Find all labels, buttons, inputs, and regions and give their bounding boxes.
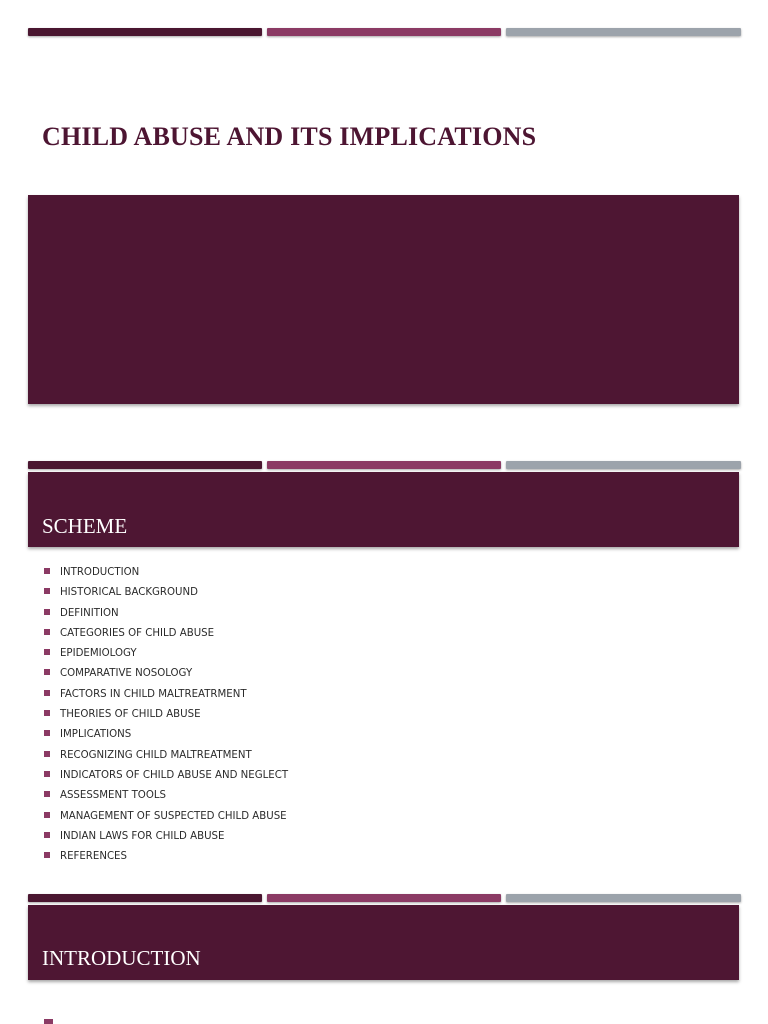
dark-accent-bar [28,28,262,36]
bullet-icon [44,791,50,797]
agenda-item [44,668,288,688]
agenda-item [44,608,288,628]
magenta-accent-bar [267,28,501,36]
agenda-item [44,790,288,810]
agenda-item [44,811,288,831]
slide-title: CHILD ABUSE AND ITS IMPLICATIONS [42,122,537,151]
section-title-introduction: INTRODUCTION [42,946,201,970]
agenda-item [44,628,288,648]
agenda-item-label: CATEGORIES OF CHILD ABUSE [60,627,215,639]
bullet-icon [44,751,50,757]
agenda-item [44,770,288,790]
agenda-item-label: COMPARATIVE NOSOLOGY [60,668,193,680]
agenda-item [44,567,288,587]
agenda-item-label: INTRODUCTION [60,567,140,578]
agenda-item-label: INDICATORS OF CHILD ABUSE AND NEGLECT [60,769,289,781]
agenda-item [44,750,288,770]
agenda-item-label: HISTORICAL BACKGROUND [60,587,198,599]
bullet-icon [44,1019,53,1024]
bullet-icon [44,771,50,777]
agenda-item-label: MANAGEMENT OF SUSPECTED CHILD ABUSE [60,810,287,822]
agenda-item [44,709,288,729]
section-title-scheme: SCHEME [42,514,128,538]
title-banner [28,195,739,404]
bullet-icon [44,730,50,736]
bullet-icon [44,669,50,675]
agenda-item-label: THEORIES OF CHILD ABUSE [60,709,201,721]
bullet-icon [44,710,50,716]
agenda-item-label: IMPLICATIONS [60,729,132,741]
bullet-icon [44,609,50,615]
decorative-bars-slide3 [28,894,741,902]
gray-accent-bar [506,28,741,36]
section-header-banner [28,472,739,547]
bullet-icon [44,690,50,696]
agenda-item [44,831,288,851]
dark-accent-bar [28,461,262,469]
agenda-item [44,729,288,749]
agenda-item [44,689,288,709]
agenda-item-label: RECOGNIZING CHILD MALTREATMENT [60,749,252,761]
agenda-item-label: DEFINITION [60,607,119,619]
agenda-item [44,851,288,871]
decorative-bars-slide1 [28,28,741,36]
agenda-item-label: INDIAN LAWS FOR CHILD ABUSE [60,830,225,842]
bullet-icon [44,832,50,838]
gray-accent-bar [506,461,741,469]
gray-accent-bar [506,894,741,902]
bullet-icon [44,812,50,818]
agenda-item [44,587,288,607]
bullet-icon [44,629,50,635]
agenda-item-label: ASSESSMENT TOOLS [60,790,166,802]
decorative-bars-slide2 [28,461,741,469]
agenda-item [44,648,288,668]
bullet-icon [44,852,50,858]
bullet-icon [44,588,50,594]
agenda-list [44,567,288,871]
bullet-icon [44,568,50,574]
agenda-item-label: FACTORS IN CHILD MALTREATRMENT [60,688,247,700]
dark-accent-bar [28,894,262,902]
magenta-accent-bar [267,894,501,902]
magenta-accent-bar [267,461,501,469]
agenda-item-label: EPIDEMIOLOGY [60,648,137,660]
bullet-icon [44,649,50,655]
agenda-item-label: REFERENCES [60,851,127,863]
